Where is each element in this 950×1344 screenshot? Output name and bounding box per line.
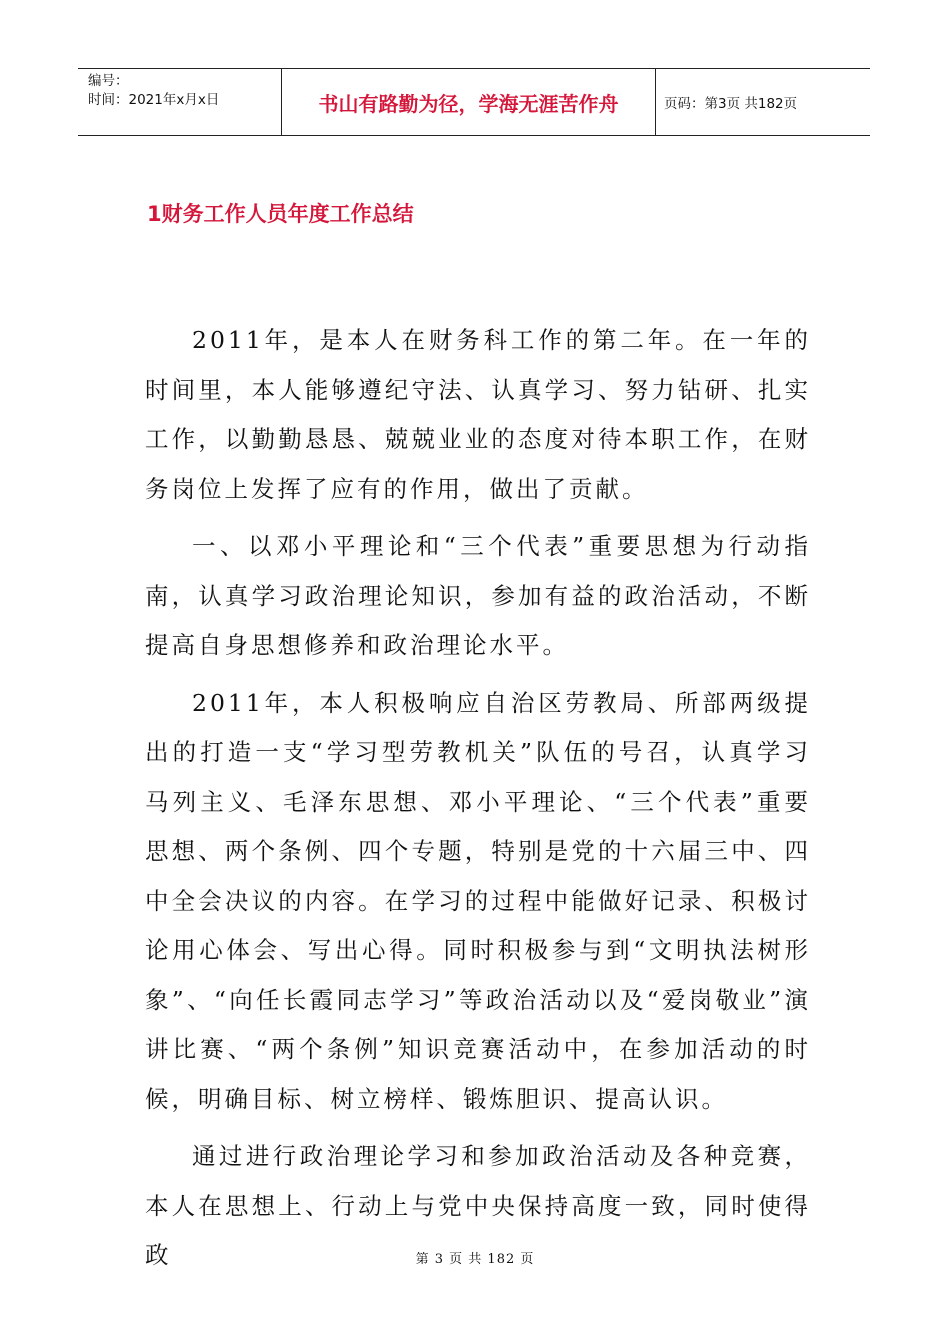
header-table (78, 68, 870, 136)
paragraph: 2011年，本人积极响应自治区劳教局、所部两级提出的打造一支“学习型劳教机关”队伍的号召，认真学习马列主义、毛泽东思想、邓小平理论、“三个代表”重要思想、两个条例、四个专题，特别是党的十六届三中、四中全会决议的内容。在学习的过程中能做好记录、积极讨论用心体会、写出心得。同时积极参与到“文明执法树形象”、“向任长霞同志学习”等政治活动以及“爱岗敬业”演讲比赛、“两个条例”知识竞赛活动中，在参加活动的时候，明确目标、树立榜样、锻炼胆识、提高认识。 (145, 688, 811, 1113)
header-page-info: 页码：第3页 共182页 (664, 96, 798, 112)
document-body (145, 316, 811, 1281)
paragraph: 通过进行政治理论学习和参加政治活动及各种竞赛，本人在思想上、行动上与党中央保持高度一致，同时使得政 (145, 1142, 811, 1269)
paragraph: 2011年，是本人在财务科工作的第二年。在一年的时间里，本人能够遵纪守法、认真学习、努力钻研、扎实工作，以勤勤恳恳、兢兢业业的态度对待本职工作，在财务岗位上发挥了应有的作用，做出了贡献。 (145, 326, 811, 503)
paragraph: 一、以邓小平理论和“三个代表”重要思想为行动指南，认真学习政治理论知识，参加有益的政治活动，不断提高自身思想修养和政治理论水平。 (145, 532, 811, 659)
document-time-label: 时间：2021年x月x日 (88, 92, 220, 108)
page-footer: 第 3 页 共 182 页 (415, 1252, 535, 1267)
document-number-label: 编号： (88, 73, 129, 89)
document-title: 1财务工作人员年度工作总结 (147, 202, 414, 226)
header-meta (78, 69, 282, 135)
header-motto: 书山有路勤为径，学海无涯苦作舟 (282, 69, 656, 135)
